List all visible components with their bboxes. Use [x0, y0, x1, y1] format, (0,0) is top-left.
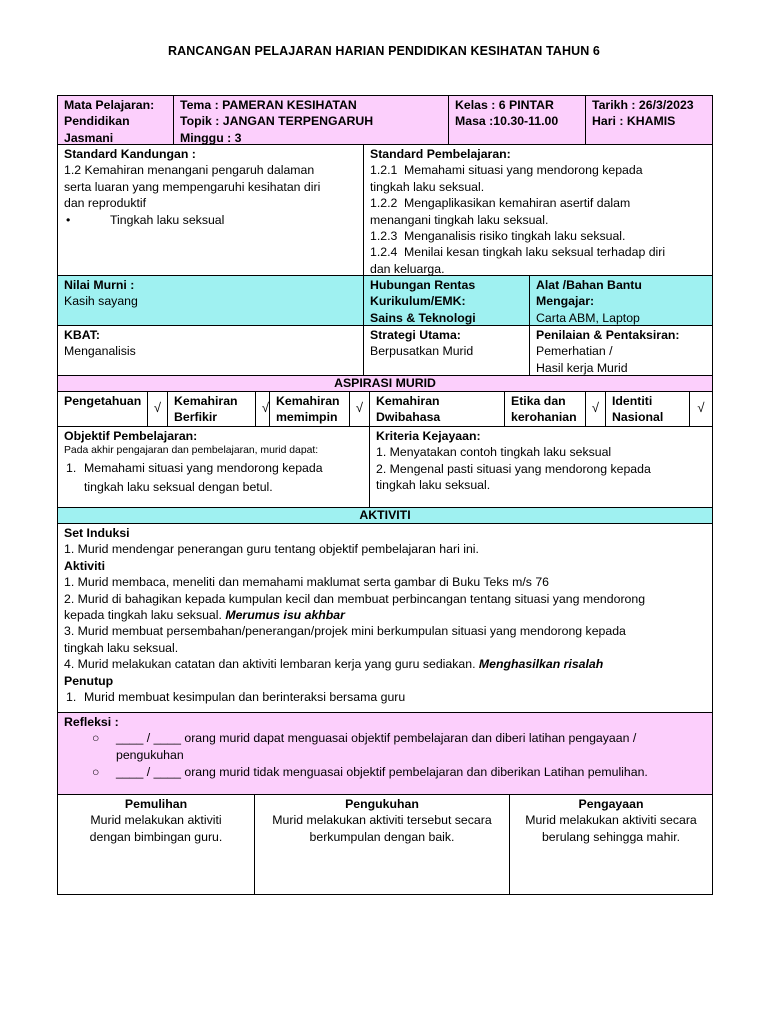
alat-cell	[529, 276, 712, 325]
aktiviti-item-2-cont	[64, 607, 706, 623]
check-icon: √	[147, 392, 167, 426]
rentas-cell	[363, 276, 529, 325]
alat-heading-1: Alat /Bahan Bantu	[536, 278, 642, 292]
nilai-value: Kasih sayang	[64, 294, 138, 309]
alat-value: Carta ABM, Laptop	[536, 310, 640, 325]
sp-item-4	[370, 244, 706, 260]
standard-pembelajaran	[363, 145, 712, 275]
kriteria-heading: Kriteria Kejayaan:	[376, 429, 481, 443]
pemulihan-heading: Pemulihan	[124, 797, 188, 811]
kriteria-cell	[369, 427, 712, 507]
aktiviti-item-3: 3. Murid membuat persembahan/penerangan/projek mini berkumpulan situasi yang mendorong kepada	[64, 624, 626, 639]
aspirasi-item	[58, 392, 147, 426]
penutup-text: Murid membuat kesimpulan dan berinteraksi bersama guru	[84, 690, 406, 705]
aspirasi-label: Berfikir	[174, 410, 218, 425]
alat-heading-2: Mengajar:	[536, 294, 595, 309]
refleksi-heading: Refleksi :	[64, 715, 119, 729]
subject-value-2: Jasmani	[64, 130, 114, 144]
topic-text: Topik : JANGAN TERPENGARUH	[180, 114, 374, 129]
pengukuhan-cell	[254, 795, 509, 894]
week-text: Minggu : 3	[180, 130, 242, 144]
penilaian-value-1: Pemerhatian /	[536, 344, 613, 359]
time-text: Masa :10.30-11.00	[455, 114, 559, 129]
objektif-item-cont	[64, 479, 363, 495]
circle-bullet-icon: ○	[92, 731, 100, 746]
sp-num: 1.2.2	[370, 196, 398, 211]
aspirasi-label: memimpin	[276, 410, 338, 425]
pengayaan-text-2: berulang sehingga mahir.	[541, 829, 681, 844]
set-induksi-label: Set Induksi	[64, 526, 130, 540]
objective-row	[57, 427, 713, 508]
sp-text: Menganalisis risiko tingkah laku seksual.	[404, 229, 626, 244]
aktiviti-item-2-emphasis: Merumus isu akhbar	[225, 608, 345, 623]
kbat-row	[57, 326, 713, 376]
values-row	[57, 276, 713, 326]
aktiviti-content	[58, 524, 712, 712]
class-text: Kelas : 6 PINTAR	[455, 98, 554, 112]
aktiviti-item-4	[64, 656, 706, 672]
pengukuhan-heading: Pengukuhan	[345, 797, 419, 811]
sp-item-1	[370, 162, 706, 178]
nilai-cell	[58, 276, 363, 325]
refleksi-item-2-text: ____ / ____ orang murid tidak menguasai objektif pembelajaran dan diberikan Latihan pemulihan.	[116, 765, 648, 780]
objektif-text-2: tingkah laku seksual dengan betul.	[84, 479, 273, 494]
bullet-text: Tingkah laku seksual	[110, 212, 225, 227]
aspirasi-item	[504, 392, 585, 426]
aktiviti-item-3-cont: tingkah laku seksual.	[64, 640, 179, 655]
refleksi-item-2	[64, 764, 706, 780]
objektif-item	[64, 460, 363, 476]
sp-item-4-cont: dan keluarga.	[370, 261, 445, 275]
aspirasi-label: Nasional	[612, 410, 664, 425]
aspirasi-item	[269, 392, 349, 426]
sp-text: Mengaplikasikan kemahiran asertif dalam	[404, 196, 631, 211]
sp-text: Menilai kesan tingkah laku seksual terhadap diri	[404, 245, 666, 260]
kbat-heading: KBAT:	[64, 328, 100, 342]
standard-kandungan-bullet	[64, 212, 357, 228]
penutup-num: 1.	[66, 690, 77, 705]
objektif-num: 1.	[66, 461, 77, 476]
subject-cell	[58, 96, 173, 144]
header-row	[57, 95, 713, 145]
sp-item-2	[370, 195, 706, 211]
pengukuhan-text-2: berkumpulan dengan baik.	[309, 829, 455, 844]
aktiviti-body	[57, 524, 713, 713]
refleksi-section	[57, 713, 713, 795]
circle-bullet-icon: ○	[92, 765, 100, 780]
aspirasi-label: Kemahiran	[376, 394, 440, 408]
aspirasi-item	[167, 392, 255, 426]
objektif-intro: Pada akhir pengajaran dan pembelajaran, murid dapat:	[64, 445, 319, 457]
aspirasi-heading: ASPIRASI MURID	[57, 376, 713, 392]
date-cell	[585, 96, 712, 144]
aspirasi-label: kerohanian	[511, 410, 577, 425]
aktiviti-item-2-text: kepada tingkah laku seksual.	[64, 608, 226, 623]
penilaian-value-2: Hasil kerja Murid	[536, 360, 628, 375]
aspirasi-label: Identiti	[612, 394, 653, 408]
standards-row	[57, 145, 713, 276]
pemulihan-text-1: Murid melakukan aktiviti	[90, 813, 222, 828]
sp-num: 1.2.1	[370, 163, 398, 178]
penilaian-heading: Penilaian & Pentaksiran:	[536, 328, 680, 342]
pengayaan-heading: Pengayaan	[578, 797, 644, 811]
rentas-heading-2: Kurikulum/EMK:	[370, 294, 466, 309]
nilai-heading: Nilai Murni :	[64, 278, 135, 292]
aktiviti-item-1: 1. Murid membaca, meneliti dan memahami maklumat serta gambar di Buku Teks m/s 76	[64, 575, 550, 590]
strategi-heading: Strategi Utama:	[370, 328, 461, 342]
penutup-item	[64, 689, 706, 705]
sp-num: 1.2.4	[370, 245, 398, 260]
induksi-item: 1. Murid mendengar penerangan guru tentang objektif pembelajaran hari ini.	[64, 542, 479, 557]
pemulihan-text-2: dengan bimbingan guru.	[89, 829, 223, 844]
theme-cell	[173, 96, 448, 144]
aspirasi-row	[57, 392, 713, 427]
class-cell	[448, 96, 585, 144]
sp-item-2-cont: menangani tingkah laku seksual.	[370, 212, 549, 227]
penilaian-cell	[529, 326, 712, 375]
pengayaan-cell	[509, 795, 712, 894]
aspirasi-label: Dwibahasa	[376, 410, 441, 425]
aspirasi-label: Kemahiran	[174, 394, 238, 408]
standard-kandungan	[58, 145, 363, 275]
refleksi-item-1	[64, 730, 706, 746]
sp-text: Memahami situasi yang mendorong kepada	[404, 163, 643, 178]
document-title: RANCANGAN PELAJARAN HARIAN PENDIDIKAN KESIHATAN TAHUN 6	[168, 44, 600, 58]
sp-item-1-cont: tingkah laku seksual.	[370, 179, 485, 194]
bullet-mark: •	[66, 212, 71, 227]
aktiviti-item-4-text: 4. Murid melakukan catatan dan aktiviti lembaran kerja yang guru sediakan.	[64, 657, 479, 672]
aktiviti-item-4-emphasis: Menghasilkan risalah	[478, 657, 604, 672]
rentas-value: Sains & Teknologi	[370, 310, 476, 325]
check-icon: √	[255, 392, 275, 426]
aspirasi-label: Pengetahuan	[64, 394, 142, 408]
kbat-cell	[58, 326, 363, 375]
aktiviti-item-2: 2. Murid di bahagikan kepada kumpulan kecil dan membuat perbincangan tentang situasi yang mendorong	[64, 591, 646, 606]
check-icon: √	[349, 392, 369, 426]
standard-pembelajaran-heading: Standard Pembelajaran:	[370, 147, 511, 161]
date-text: Tarikh : 26/3/2023	[592, 98, 694, 112]
standard-kandungan-heading: Standard Kandungan :	[64, 147, 196, 161]
subject-label: Mata Pelajaran:	[64, 98, 155, 112]
rentas-heading-1: Hubungan Rentas	[370, 278, 476, 292]
refleksi-item-1-cont: pengukuhan	[116, 747, 184, 762]
standard-kandungan-line: 1.2 Kemahiran menangani pengaruh dalaman	[64, 163, 315, 178]
pemulihan-cell	[58, 795, 254, 894]
strategi-cell	[363, 326, 529, 375]
day-text: Hari : KHAMIS	[592, 114, 676, 129]
penutup-label: Penutup	[64, 673, 114, 688]
check-icon: √	[585, 392, 605, 426]
subject-value-1: Pendidikan	[64, 114, 130, 129]
kbat-value: Menganalisis	[64, 344, 136, 359]
bottom-row	[57, 795, 713, 895]
refleksi-content	[58, 713, 712, 794]
kriteria-item-1: 1. Menyatakan contoh tingkah laku seksual	[376, 445, 612, 460]
standard-kandungan-line: dan reproduktif	[64, 196, 147, 211]
objektif-text-1: Memahami situasi yang mendorong kepada	[84, 461, 323, 476]
kriteria-item-2-cont: tingkah laku seksual.	[376, 478, 491, 493]
strategi-value: Berpusatkan Murid	[370, 344, 474, 359]
pengukuhan-text-1: Murid melakukan aktiviti tersebut secara	[272, 813, 492, 828]
aktiviti-heading: AKTIVITI	[57, 508, 713, 524]
theme-text: Tema : PAMERAN KESIHATAN	[180, 98, 357, 112]
kriteria-item-2: 2. Mengenal pasti situasi yang mendorong kepada	[376, 461, 651, 476]
aspirasi-item	[369, 392, 504, 426]
sp-item-3	[370, 228, 706, 244]
pengayaan-text-1: Murid melakukan aktiviti secara	[525, 813, 697, 828]
aspirasi-label: Kemahiran	[276, 394, 340, 408]
sp-num: 1.2.3	[370, 229, 398, 244]
aktiviti-label: Aktiviti	[64, 558, 105, 573]
refleksi-item-1-text: ____ / ____ orang murid dapat menguasai objektif pembelajaran dan diberi latihan pengayaan /	[116, 731, 637, 746]
aspirasi-item	[605, 392, 689, 426]
objektif-heading: Objektif Pembelajaran:	[64, 429, 198, 443]
aspirasi-label: Etika dan	[511, 394, 566, 408]
standard-kandungan-line: serta luaran yang mempengaruhi kesihatan diri	[64, 179, 321, 194]
objektif-cell	[58, 427, 369, 507]
check-icon: √	[689, 392, 712, 426]
